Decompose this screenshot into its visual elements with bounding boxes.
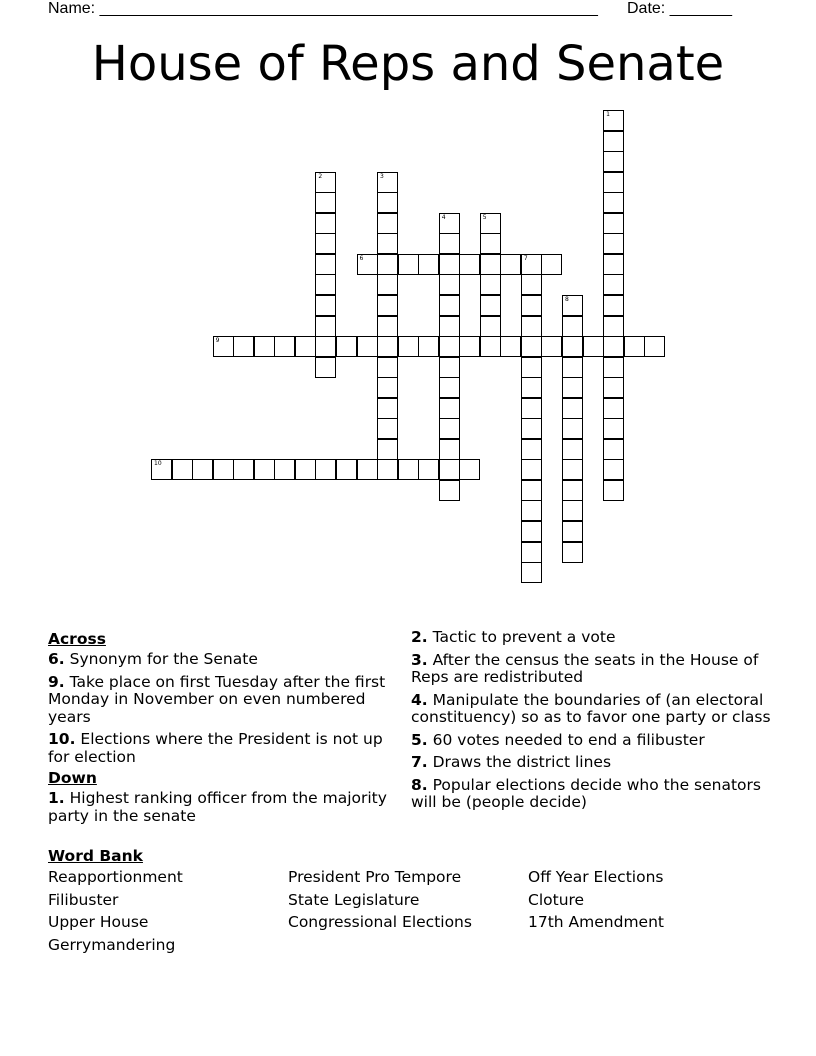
crossword-cell[interactable] (377, 192, 398, 213)
clues-left-column (48, 629, 400, 830)
word-bank-heading: Word Bank (48, 847, 143, 865)
clue-down-8 (411, 777, 771, 812)
clue-number: 7. (411, 753, 428, 771)
crossword-cell[interactable] (213, 459, 234, 480)
clue-across-6 (48, 651, 400, 669)
crossword-cell[interactable] (603, 131, 624, 152)
crossword-cell[interactable] (418, 336, 439, 357)
crossword-cell[interactable] (480, 254, 501, 275)
crossword-cell[interactable] (357, 336, 378, 357)
crossword-cell[interactable] (254, 336, 275, 357)
word-bank-item: Off Year Elections (528, 868, 664, 886)
clue-number: 1. (48, 789, 65, 807)
crossword-cell[interactable] (398, 336, 419, 357)
crossword-cell[interactable] (521, 439, 542, 460)
crossword-cell[interactable] (459, 254, 480, 275)
crossword-cell[interactable] (562, 295, 583, 316)
crossword-cell[interactable] (480, 274, 501, 295)
crossword-cell[interactable] (377, 377, 398, 398)
word-bank-item: Reapportionment (48, 868, 183, 886)
clue-number: 6. (48, 650, 65, 668)
crossword-cell[interactable] (603, 418, 624, 439)
crossword-cell[interactable] (603, 480, 624, 501)
crossword-cell[interactable] (336, 336, 357, 357)
across-heading: Across (48, 630, 106, 648)
crossword-cell[interactable] (254, 459, 275, 480)
crossword-cell[interactable] (439, 377, 460, 398)
crossword-cell[interactable] (480, 336, 501, 357)
crossword-cell[interactable] (521, 480, 542, 501)
clue-down-7 (411, 754, 771, 772)
crossword-cell[interactable] (562, 459, 583, 480)
clue-text: Manipulate the boundaries of (an electoral constituency) so as to favor one party or class (411, 690, 771, 726)
clue-text: Draws the district lines (427, 753, 612, 771)
crossword-cell[interactable] (439, 233, 460, 254)
crossword-cell[interactable] (521, 398, 542, 419)
crossword-cell[interactable] (541, 336, 562, 357)
crossword-cell[interactable] (603, 233, 624, 254)
name-field-label: Name: ________________________________________________________ (48, 0, 598, 17)
clue-number: 4. (411, 690, 428, 709)
crossword-cell[interactable] (377, 357, 398, 378)
crossword-cell[interactable] (315, 295, 336, 316)
crossword-cell[interactable] (521, 254, 542, 275)
crossword-cell[interactable] (521, 274, 542, 295)
crossword-cell[interactable] (439, 274, 460, 295)
crossword-cell[interactable] (377, 418, 398, 439)
crossword-cell[interactable] (274, 336, 295, 357)
crossword-cell[interactable] (315, 213, 336, 234)
crossword-cell[interactable] (172, 459, 193, 480)
cell-number: 10 (154, 460, 162, 468)
crossword-cell[interactable] (357, 254, 378, 275)
crossword-cell[interactable] (603, 110, 624, 131)
crossword-cell[interactable] (562, 316, 583, 337)
crossword-cell[interactable] (439, 418, 460, 439)
crossword-cell[interactable] (439, 336, 460, 357)
crossword-cell[interactable] (439, 439, 460, 460)
crossword-cell[interactable] (418, 459, 439, 480)
clue-text: Tactic to prevent a vote (427, 628, 616, 646)
crossword-cell[interactable] (439, 316, 460, 337)
crossword-cell[interactable] (398, 254, 419, 275)
crossword-cell[interactable] (480, 233, 501, 254)
cell-number: 7 (523, 254, 528, 262)
crossword-cell[interactable] (521, 459, 542, 480)
crossword-cell[interactable] (377, 295, 398, 316)
crossword-cell[interactable] (562, 439, 583, 460)
crossword-cell[interactable] (521, 377, 542, 398)
crossword-cell[interactable] (439, 295, 460, 316)
clue-across-9 (48, 674, 400, 727)
word-bank-item: 17th Amendment (528, 913, 664, 931)
crossword-cell[interactable] (603, 439, 624, 460)
crossword-cell[interactable] (315, 357, 336, 378)
crossword-cell[interactable] (603, 357, 624, 378)
crossword-cell[interactable] (315, 336, 336, 357)
crossword-cell[interactable] (439, 213, 460, 234)
crossword-cell[interactable] (521, 336, 542, 357)
crossword-cell[interactable] (233, 336, 254, 357)
crossword-cell[interactable] (644, 336, 665, 357)
crossword-cell[interactable] (398, 459, 419, 480)
clue-number: 10. (48, 730, 76, 748)
crossword-cell[interactable] (480, 213, 501, 234)
down-heading: Down (48, 769, 97, 787)
crossword-cell[interactable] (377, 398, 398, 419)
crossword-cell[interactable] (315, 233, 336, 254)
crossword-cell[interactable] (315, 172, 336, 193)
crossword-cell[interactable] (274, 459, 295, 480)
crossword-cell[interactable] (562, 500, 583, 521)
crossword-cell[interactable] (377, 254, 398, 275)
cell-number: 2 (318, 172, 323, 180)
crossword-cell[interactable] (459, 459, 480, 480)
crossword-cell[interactable] (562, 521, 583, 542)
crossword-cell[interactable] (377, 233, 398, 254)
word-bank-list (48, 868, 768, 954)
crossword-cell[interactable] (439, 480, 460, 501)
clue-text: Elections where the President is not up for election (48, 730, 383, 766)
crossword-cell[interactable] (377, 172, 398, 193)
word-bank (48, 846, 768, 954)
crossword-cell[interactable] (480, 295, 501, 316)
word-bank-item: President Pro Tempore (288, 868, 462, 886)
crossword-cell[interactable] (562, 336, 583, 357)
crossword-cell[interactable] (521, 418, 542, 439)
crossword-cell[interactable] (603, 254, 624, 275)
crossword-cell[interactable] (336, 459, 357, 480)
word-bank-item: Cloture (528, 890, 585, 909)
crossword-cell[interactable] (603, 213, 624, 234)
date-field-label: Date: _______ (627, 0, 732, 17)
clue-down-1 (48, 790, 400, 825)
crossword-cell[interactable] (192, 459, 213, 480)
crossword-cell[interactable] (624, 336, 645, 357)
clue-number: 3. (411, 650, 428, 669)
clue-number: 5. (411, 730, 428, 749)
crossword-cell[interactable] (315, 192, 336, 213)
crossword-cell[interactable] (151, 459, 172, 480)
clue-down-2 (411, 629, 771, 647)
crossword-cell[interactable] (583, 336, 604, 357)
word-bank-item: Upper House (48, 913, 149, 931)
cell-number: 4 (441, 213, 446, 221)
crossword-cell[interactable] (418, 254, 439, 275)
cell-number: 3 (380, 172, 384, 180)
clue-down-5 (411, 732, 771, 750)
cell-number: 9 (215, 337, 220, 345)
crossword-cell[interactable] (315, 274, 336, 295)
crossword-cell[interactable] (357, 459, 378, 480)
crossword-cell[interactable] (459, 336, 480, 357)
crossword-cell[interactable] (562, 377, 583, 398)
clue-text: 60 votes needed to end a filibuster (427, 730, 705, 749)
clue-down-3 (411, 652, 771, 687)
crossword-cell[interactable] (377, 336, 398, 357)
crossword-cell[interactable] (562, 357, 583, 378)
clues-right-column (411, 629, 771, 817)
cell-number: 6 (359, 254, 364, 262)
clue-number: 8. (411, 775, 428, 794)
crossword-cell[interactable] (521, 357, 542, 378)
word-bank-item: Gerrymandering (48, 935, 176, 954)
crossword-cell[interactable] (315, 316, 336, 337)
crossword-cell[interactable] (295, 336, 316, 357)
crossword-cell[interactable] (377, 213, 398, 234)
clue-number: 2. (411, 628, 428, 646)
crossword-cell[interactable] (603, 151, 624, 172)
clue-text: Highest ranking officer from the majority party in the senate (48, 789, 387, 825)
crossword-cell[interactable] (315, 459, 336, 480)
crossword-cell[interactable] (439, 357, 460, 378)
crossword-cell[interactable] (562, 542, 583, 563)
clue-number: 9. (48, 672, 65, 691)
crossword-cell[interactable] (562, 480, 583, 501)
word-bank-item: State Legislature (288, 890, 420, 909)
crossword-cell[interactable] (377, 439, 398, 460)
word-bank-item: Filibuster (48, 890, 119, 909)
crossword-cell[interactable] (521, 562, 542, 583)
crossword-cell[interactable] (439, 398, 460, 419)
crossword-cell[interactable] (500, 336, 521, 357)
cell-number: 1 (606, 111, 610, 118)
crossword-cell[interactable] (603, 377, 624, 398)
crossword-cell[interactable] (315, 254, 336, 275)
crossword-cell[interactable] (233, 459, 254, 480)
crossword-cell[interactable] (500, 254, 521, 275)
crossword-cell[interactable] (521, 295, 542, 316)
crossword-cell[interactable] (521, 542, 542, 563)
crossword-cell[interactable] (603, 398, 624, 419)
clue-down-4 (411, 692, 771, 727)
crossword-cell[interactable] (521, 316, 542, 337)
crossword-cell[interactable] (603, 172, 624, 193)
crossword-cell[interactable] (562, 418, 583, 439)
crossword-cell[interactable] (377, 316, 398, 337)
crossword-cell[interactable] (213, 336, 234, 357)
clue-across-10 (48, 731, 400, 766)
page-title: House of Reps and Senate (91, 36, 725, 92)
clue-text: After the census the seats in the House of Reps are redistributed (411, 650, 759, 686)
crossword-cell[interactable] (603, 192, 624, 213)
word-bank-item: Congressional Elections (288, 913, 472, 931)
crossword-cell[interactable] (541, 254, 562, 275)
crossword-cell[interactable] (603, 274, 624, 295)
cell-number: 8 (565, 295, 569, 303)
clue-text: Synonym for the Senate (64, 650, 258, 668)
crossword-cell[interactable] (603, 459, 624, 480)
crossword-cell[interactable] (439, 254, 460, 275)
crossword-cell[interactable] (562, 398, 583, 419)
crossword-cell[interactable] (521, 521, 542, 542)
crossword-cell[interactable] (521, 500, 542, 521)
crossword-cell[interactable] (377, 274, 398, 295)
crossword-cell[interactable] (603, 316, 624, 337)
crossword-cell[interactable] (377, 459, 398, 480)
crossword-cell[interactable] (439, 459, 460, 480)
crossword-cell[interactable] (480, 316, 501, 337)
crossword-cell[interactable] (603, 336, 624, 357)
crossword-cell[interactable] (295, 459, 316, 480)
clue-text: Take place on first Tuesday after the first Monday in November on even numbered years (48, 672, 386, 726)
clue-text: Popular elections decide who the senators will be (people decide) (411, 775, 761, 811)
cell-number: 5 (482, 213, 487, 221)
crossword-cell[interactable] (603, 295, 624, 316)
